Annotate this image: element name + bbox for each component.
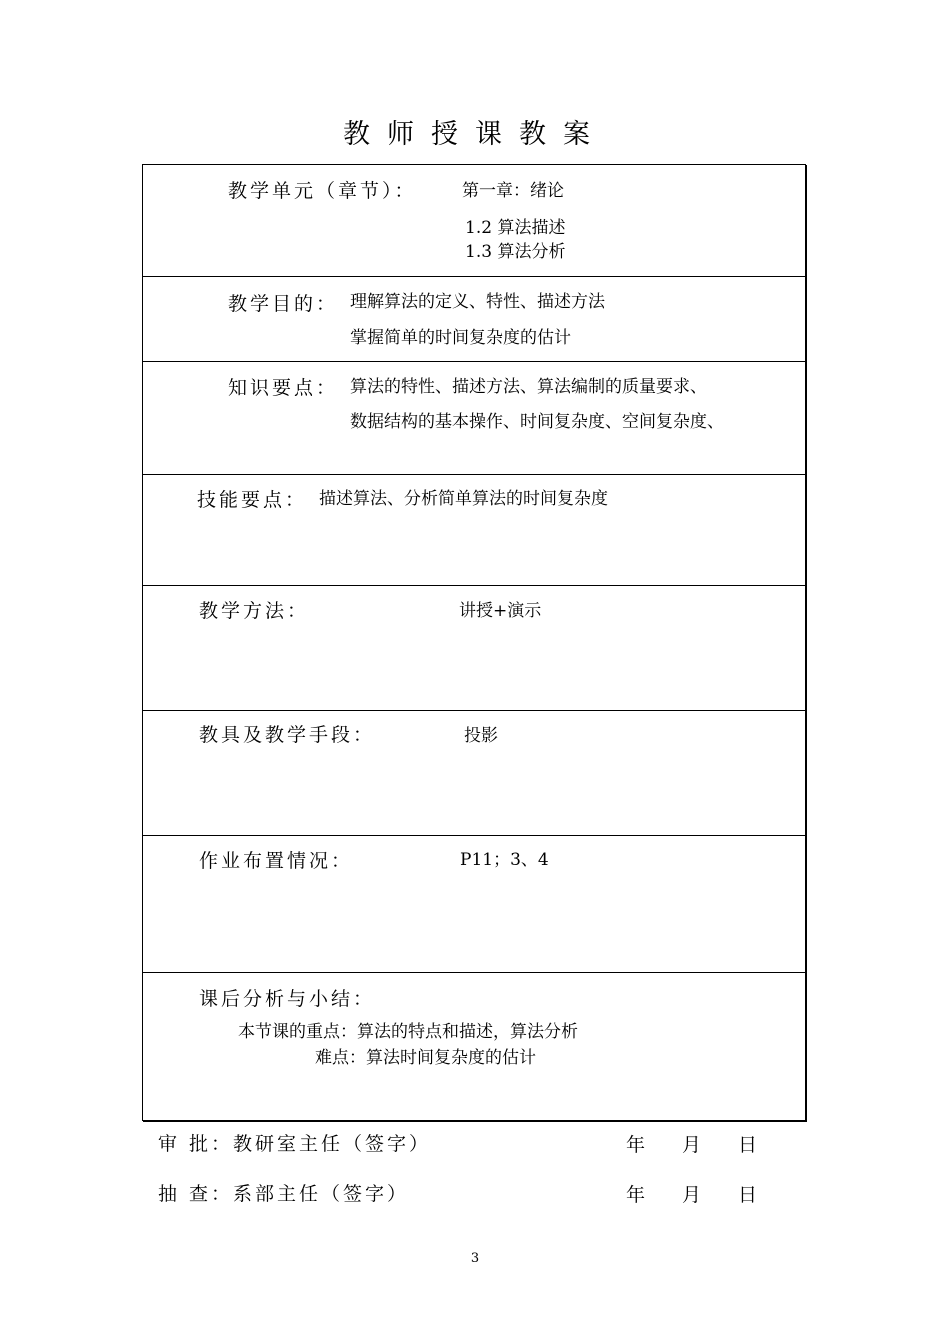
review-year: 年 bbox=[626, 1134, 646, 1156]
row-knowledge-points bbox=[143, 362, 805, 475]
check-day: 日 bbox=[738, 1184, 758, 1206]
knowledge-line-2: 数据结构的基本操作、时间复杂度、空间复杂度、 bbox=[350, 412, 724, 432]
summary-difficulty: 难点：算法时间复杂度的估计 bbox=[315, 1048, 536, 1068]
review-signature-line: 审 批：教研室主任（签字） bbox=[158, 1133, 432, 1155]
check-year: 年 bbox=[626, 1184, 646, 1206]
summary-key-points: 本节课的重点：算法的特点和描述，算法分析 bbox=[238, 1022, 578, 1042]
knowledge-points-label: 知识要点： bbox=[228, 377, 339, 399]
section-1-3: 1.3 算法分析 bbox=[465, 242, 566, 262]
objectives-label: 教学目的： bbox=[228, 293, 339, 315]
summary-label: 课后分析与小结： bbox=[199, 988, 376, 1010]
review-day: 日 bbox=[738, 1134, 758, 1156]
objectives-line-1: 理解算法的定义、特性、描述方法 bbox=[350, 292, 605, 312]
check-signature-line: 抽 查：系部主任（签字） bbox=[158, 1183, 410, 1205]
homework-value: P11；3、4 bbox=[460, 850, 549, 870]
teaching-method-label: 教学方法： bbox=[199, 600, 310, 622]
teaching-tools-value: 投影 bbox=[464, 726, 498, 746]
row-summary bbox=[143, 973, 805, 1122]
knowledge-line-1: 算法的特性、描述方法、算法编制的质量要求、 bbox=[350, 377, 707, 397]
document-title: 教师授课教案 bbox=[343, 119, 607, 150]
lesson-plan-table bbox=[142, 164, 806, 1121]
teaching-method-value: 讲授+演示 bbox=[459, 601, 542, 621]
row-homework bbox=[143, 836, 805, 973]
row-teaching-method bbox=[143, 586, 805, 711]
row-teaching-unit bbox=[143, 165, 805, 277]
review-month: 月 bbox=[682, 1134, 702, 1156]
row-objectives bbox=[143, 277, 805, 362]
homework-label: 作业布置情况： bbox=[199, 850, 354, 872]
teaching-tools-label: 教具及教学手段： bbox=[199, 724, 376, 746]
teaching-unit-label: 教学单元（章节）： bbox=[228, 180, 417, 202]
skill-points-value: 描述算法、分析简单算法的时间复杂度 bbox=[319, 489, 608, 509]
section-1-2: 1.2 算法描述 bbox=[465, 218, 566, 238]
chapter-value: 第一章：绪论 bbox=[462, 181, 564, 201]
row-skill-points bbox=[143, 475, 805, 586]
page-number: 3 bbox=[470, 1251, 480, 1266]
skill-points-label: 技能要点： bbox=[197, 489, 308, 511]
check-month: 月 bbox=[682, 1184, 702, 1206]
row-teaching-tools bbox=[143, 711, 805, 836]
objectives-line-2: 掌握简单的时间复杂度的估计 bbox=[350, 328, 571, 348]
